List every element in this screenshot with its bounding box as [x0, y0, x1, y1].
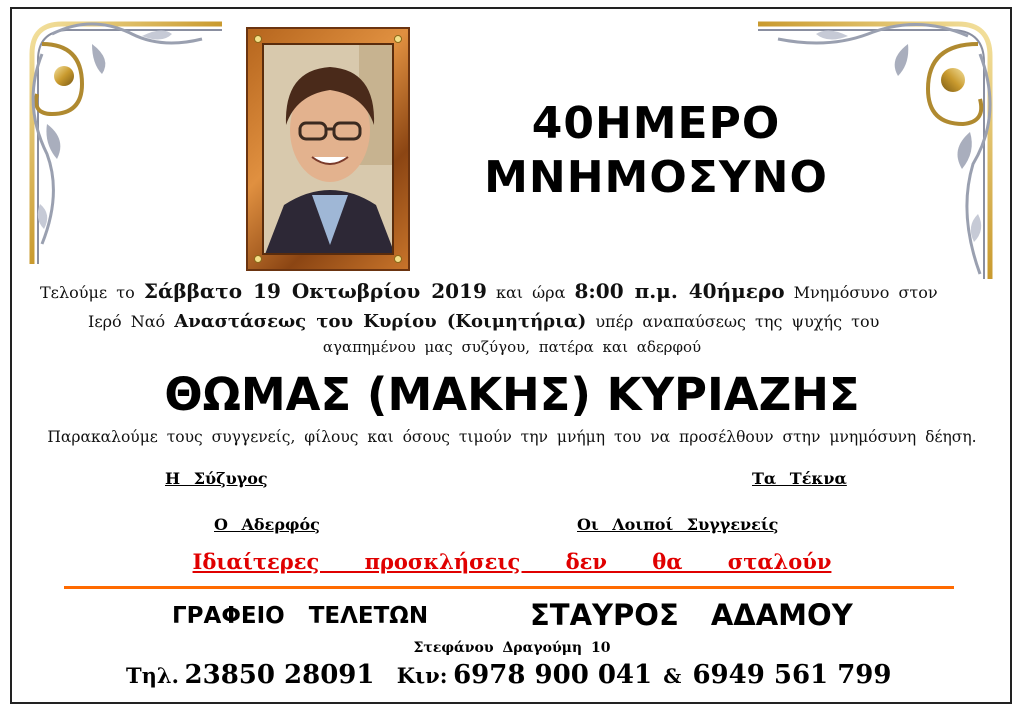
invitation-text: Παρακαλούμε τους συγγενείς, φίλους και όσους τιμούν την μνήμη του να προσέλθουν στην μνημόσυνη δέηση.	[47, 428, 977, 446]
announcement-line3: αγαπημένου μας συζύγου, πατέρα και αδερφού	[322, 338, 702, 356]
memorial-time: 8:00 π.μ. 40ήμερο	[574, 279, 785, 303]
announcement-text: Μνημόσυνο στον	[784, 283, 938, 302]
funeral-home-address: Στεφάνου Δραγούμη 10	[413, 640, 611, 656]
mobile-label: Κιν:	[396, 663, 448, 688]
announcement-text: Τελούμε το	[40, 283, 144, 302]
memorial-date: Σάββατο 19 Οκτωβρίου 2019	[143, 279, 487, 303]
frame-stud	[254, 35, 262, 43]
announcement-text: και ώρα	[495, 283, 575, 302]
mobile-number-2: 6949 561 799	[692, 660, 892, 690]
deceased-name: ΘΩΜΑΣ (ΜΑΚΗΣ) ΚΥΡΙΑΖΗΣ	[164, 368, 860, 421]
phone-label: Τηλ.	[126, 663, 179, 688]
divider-rule	[64, 586, 954, 589]
portrait-frame	[246, 27, 410, 271]
heading-line1: 40ΗΜΕΡΟ	[531, 98, 781, 149]
frame-stud	[394, 255, 402, 263]
contact-phones	[126, 660, 891, 690]
signatory-wife: Η Σύζυγος	[165, 469, 268, 488]
announcement-text: υπέρ αναπαύσεως της ψυχής του	[586, 312, 880, 331]
portrait-photo-icon	[262, 43, 394, 255]
funeral-home-label: ΓΡΑΦΕΙΟ ΤΕΛΕΤΩΝ	[172, 603, 429, 629]
signatory-relatives: Οι Λοιποί Συγγενείς	[577, 515, 779, 534]
signatory-children: Τα Τέκνα	[752, 469, 847, 488]
church-name: Αναστάσεως του Κυρίου (Κοιμητήρια)	[174, 311, 587, 332]
mobile-number-1: 6978 900 041	[453, 660, 653, 690]
announcement-line2	[88, 311, 879, 332]
heading-line2: ΜΝΗΜΟΣΥΝΟ	[484, 152, 828, 203]
announcement-line1	[40, 279, 938, 303]
phone-number: 23850 28091	[184, 660, 375, 690]
announcement-text: Ιερό Ναό	[88, 312, 175, 331]
ampersand: &	[663, 664, 682, 688]
signatory-brother: Ο Αδερφός	[214, 515, 320, 534]
funeral-home-owner: ΣΤΑΥΡΟΣ ΑΔΑΜΟΥ	[530, 598, 853, 632]
ornamental-corner-left-icon	[22, 14, 222, 274]
frame-stud	[394, 35, 402, 43]
frame-stud	[254, 255, 262, 263]
no-invitations-notice: Ιδιαίτερες προσκλήσεις δεν θα σταλούν	[192, 549, 832, 574]
